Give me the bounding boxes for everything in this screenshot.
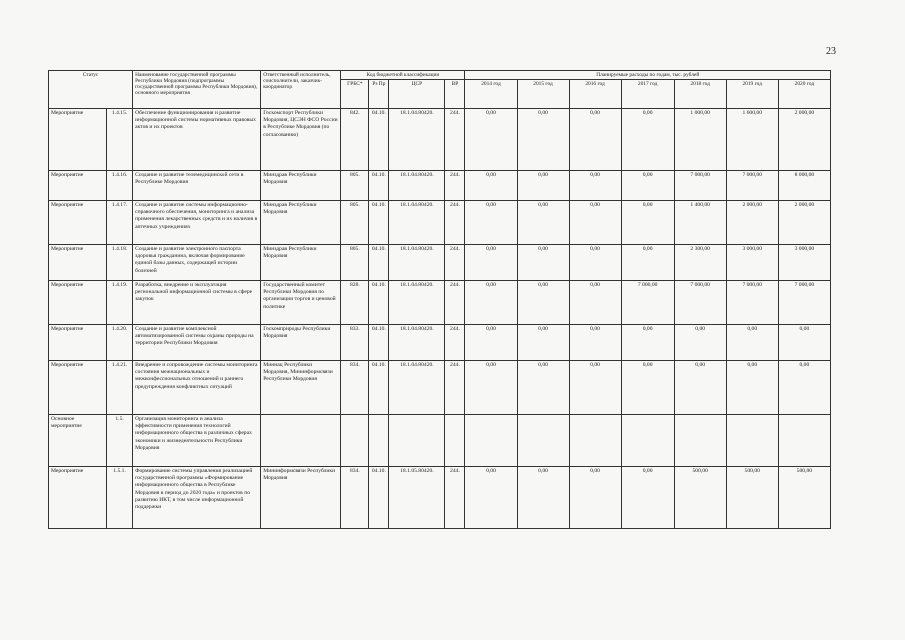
row-expense-value: 0,00 (569, 245, 621, 281)
row-expense-value: 0,00 (621, 325, 674, 361)
row-status: Мероприятие (49, 201, 107, 245)
header-grbs: ГРБС* (341, 80, 369, 109)
row-name: Создание и развитие системы информационно-справочного обеспечения, мониторинга и анализа применения лекарственных средств и их наличия в аптечных учреждениях (133, 201, 261, 245)
row-expense-value: 0,00 (465, 281, 517, 325)
row-expense-value: 0,00 (465, 109, 517, 171)
row-status: Мероприятие (49, 171, 107, 201)
row-status: Мероприятие (49, 361, 107, 415)
row-number: 1.5. (107, 415, 133, 467)
row-expense-value: 0,00 (517, 171, 569, 201)
table-row (49, 281, 831, 325)
row-number: 1.4.18. (107, 245, 133, 281)
row-expense-value: 0,00 (517, 109, 569, 171)
row-expense-value: 500,00 (778, 467, 830, 529)
row-expense-value: 500,00 (726, 467, 778, 529)
row-expense-value: 0,00 (569, 467, 621, 529)
row-grbs: 805. (341, 245, 369, 281)
row-status: Мероприятие (49, 467, 107, 529)
row-expense-value: 0,00 (569, 281, 621, 325)
row-grbs (341, 415, 369, 467)
row-expense-value: 7 000,00 (726, 171, 778, 201)
row-expense-value: 0,00 (465, 245, 517, 281)
row-expense-value (621, 415, 674, 467)
row-expense-value: 0,00 (569, 171, 621, 201)
row-rz-pr: 04.10. (369, 171, 389, 201)
row-grbs: 805. (341, 201, 369, 245)
row-expense-value: 2 000,00 (778, 201, 830, 245)
header-year: 2014 год (465, 80, 517, 109)
table-row (49, 325, 831, 361)
header-year: 2020 год (778, 80, 830, 109)
header-budget-code: Код бюджетной классификации (341, 71, 465, 80)
row-expense-value: 0,00 (465, 201, 517, 245)
page-number: 23 (826, 46, 836, 57)
row-expense-value: 8 000,00 (778, 171, 830, 201)
row-expense-value: 3 000,00 (726, 245, 778, 281)
header-year: 2019 год (726, 80, 778, 109)
row-expense-value (517, 415, 569, 467)
row-number: 1.5.1. (107, 467, 133, 529)
row-expense-value: 7 000,00 (621, 281, 674, 325)
row-executor: Мининформсвязи Республики Мордовия (261, 467, 341, 529)
row-expense-value: 0,00 (465, 171, 517, 201)
row-expense-value (465, 415, 517, 467)
row-rz-pr: 04.10. (369, 281, 389, 325)
row-expense-value: 1 000,00 (674, 109, 726, 171)
row-expense-value: 0,00 (569, 201, 621, 245)
row-vr: 244. (445, 171, 465, 201)
row-expense-value (674, 415, 726, 467)
row-expense-value: 0,00 (726, 361, 778, 415)
row-rz-pr (369, 415, 389, 467)
row-rz-pr: 04.10. (369, 109, 389, 171)
row-executor: Минздрав Республики Мордовия (261, 245, 341, 281)
row-expense-value: 0,00 (621, 467, 674, 529)
row-status: Мероприятие (49, 109, 107, 171)
row-executor: Государственный комитет Республики Мордовия по организации торгов и ценовой политике (261, 281, 341, 325)
row-vr: 244. (445, 281, 465, 325)
table-row (49, 171, 831, 201)
row-grbs: 834. (341, 467, 369, 529)
header-csr: ЦСР (389, 80, 445, 109)
row-number: 1.4.21. (107, 361, 133, 415)
table-row (49, 467, 831, 529)
row-vr: 244. (445, 361, 465, 415)
row-csr: 18.1.04.80420. (389, 109, 445, 171)
row-expense-value: 0,00 (778, 361, 830, 415)
row-rz-pr: 04.10. (369, 361, 389, 415)
table-row (49, 415, 831, 467)
row-expense-value: 0,00 (674, 325, 726, 361)
row-csr: 18.1.04.80420. (389, 361, 445, 415)
table-row (49, 109, 831, 171)
row-grbs: 805. (341, 171, 369, 201)
row-number: 1.4.17. (107, 201, 133, 245)
row-executor: Миннац Республики Мордовия, Мининформсвязи Республики Мордовия (261, 361, 341, 415)
row-executor (261, 415, 341, 467)
row-rz-pr: 04.10. (369, 467, 389, 529)
row-executor: Минздрав Республики Мордовия (261, 171, 341, 201)
row-expense-value: 0,00 (621, 361, 674, 415)
row-grbs: 834. (341, 361, 369, 415)
row-name: Обеспечение функционирования и развитие информационной системы нормативных правовых актов и их проектов (133, 109, 261, 171)
row-expense-value: 0,00 (517, 325, 569, 361)
header-executor: Ответственный исполнитель, соисполнители, заказчик-координатор (261, 71, 341, 109)
row-status: Мероприятие (49, 325, 107, 361)
row-rz-pr: 04.10. (369, 325, 389, 361)
row-name: Формирование системы управления реализацией государственной программы «Формирование информационного общества в Республике Мордовия в период до 2020 года» и проектов по развитию ИКТ, в том числе информационной поддержки (133, 467, 261, 529)
row-expense-value: 1 600,00 (726, 109, 778, 171)
row-executor: Госкомприроды Республики Мордовия (261, 325, 341, 361)
row-expense-value: 0,00 (621, 201, 674, 245)
row-status: Мероприятие (49, 281, 107, 325)
row-csr: 18.1.04.80420. (389, 325, 445, 361)
table-row (49, 245, 831, 281)
header-name: Наименование государственной программы Республики Мордовия (подпрограммы государственной программы Республики Мордовия), основного мероприятия (133, 71, 261, 109)
row-expense-value: 7 000,00 (674, 171, 726, 201)
row-expense-value: 1 400,00 (674, 201, 726, 245)
row-vr: 244. (445, 467, 465, 529)
row-name: Организация мониторинга и анализа эффективности применения технологий информационного общества в различных сферах экономики и жизнедеятельности Республики Мордовия (133, 415, 261, 467)
header-year: 2017 год (621, 80, 674, 109)
row-expense-value: 2 000,00 (726, 201, 778, 245)
row-expense-value: 0,00 (569, 325, 621, 361)
row-name: Создание и развитие электронного паспорта здоровья гражданина, включая формирование единой базы данных, содержащей истории болезней (133, 245, 261, 281)
row-expense-value: 0,00 (674, 361, 726, 415)
row-executor: Госкомспорт Республики Мордовия, ЦСЭН ФСО России в Республике Мордовия (по согласованию) (261, 109, 341, 171)
row-expense-value: 3 000,00 (778, 245, 830, 281)
table-row (49, 361, 831, 415)
row-vr: 244. (445, 201, 465, 245)
row-expense-value: 7 000,00 (674, 281, 726, 325)
row-status: Мероприятие (49, 245, 107, 281)
row-number: 1.4.20. (107, 325, 133, 361)
row-number: 1.4.19. (107, 281, 133, 325)
row-grbs: 842. (341, 109, 369, 171)
header-status: Статус (49, 71, 133, 109)
row-expense-value: 500,00 (674, 467, 726, 529)
header-year: 2016 год (569, 80, 621, 109)
row-name: Внедрение и сопровождение системы мониторинга состояния межнациональных и межконфессиональных отношений и раннего предупреждения конфликтных ситуаций (133, 361, 261, 415)
row-expense-value: 0,00 (465, 361, 517, 415)
header-year: 2015 год (517, 80, 569, 109)
row-expense-value: 2 000,00 (778, 109, 830, 171)
row-grbs: 833. (341, 325, 369, 361)
row-rz-pr: 04.10. (369, 201, 389, 245)
row-vr (445, 415, 465, 467)
row-expense-value: 0,00 (465, 467, 517, 529)
row-expense-value (569, 415, 621, 467)
row-expense-value: 7 000,00 (726, 281, 778, 325)
row-grbs: 828. (341, 281, 369, 325)
row-expense-value: 0,00 (517, 281, 569, 325)
row-number: 1.4.16. (107, 171, 133, 201)
row-expense-value: 0,00 (517, 361, 569, 415)
row-rz-pr: 04.10. (369, 245, 389, 281)
row-expense-value: 0,00 (726, 325, 778, 361)
row-csr: 18.1.04.80420. (389, 201, 445, 245)
header-vr: ВР (445, 80, 465, 109)
row-csr: 18.1.04.80420. (389, 171, 445, 201)
row-expense-value: 0,00 (778, 325, 830, 361)
table-row (49, 201, 831, 245)
row-vr: 244. (445, 109, 465, 171)
row-expense-value: 2 300,00 (674, 245, 726, 281)
row-expense-value: 0,00 (621, 171, 674, 201)
row-expense-value: 0,00 (569, 361, 621, 415)
header-rz-pr: Рз Пр (369, 80, 389, 109)
row-name: Разработка, внедрение и эксплуатация региональной информационной системы в сфере закупок (133, 281, 261, 325)
row-number: 1.4.15. (107, 109, 133, 171)
row-name: Создание и развитие комплексной автоматизированной системы охраны природы на территории Республики Мордовия (133, 325, 261, 361)
row-csr: 18.1.05.80420. (389, 467, 445, 529)
row-csr: 18.1.04.80420. (389, 281, 445, 325)
program-expenses-table (48, 70, 831, 529)
row-expense-value: 0,00 (465, 325, 517, 361)
row-executor: Минздрав Республики Мордовия (261, 201, 341, 245)
header-expenses: Планируемые расходы по годам, тыс. рублей (465, 71, 831, 80)
row-expense-value: 0,00 (621, 109, 674, 171)
row-csr (389, 415, 445, 467)
row-expense-value: 0,00 (517, 467, 569, 529)
row-csr: 18.1.04.80420. (389, 245, 445, 281)
row-status: Основное мероприятие (49, 415, 107, 467)
row-expense-value (778, 415, 830, 467)
row-vr: 244. (445, 245, 465, 281)
row-vr: 244. (445, 325, 465, 361)
row-expense-value: 0,00 (517, 201, 569, 245)
row-expense-value: 0,00 (517, 245, 569, 281)
row-name: Создание и развитие телемедицинской сети в Республике Мордовия (133, 171, 261, 201)
row-expense-value: 0,00 (621, 245, 674, 281)
row-expense-value: 7 000,00 (778, 281, 830, 325)
row-expense-value: 0,00 (569, 109, 621, 171)
row-expense-value (726, 415, 778, 467)
header-year: 2018 год (674, 80, 726, 109)
